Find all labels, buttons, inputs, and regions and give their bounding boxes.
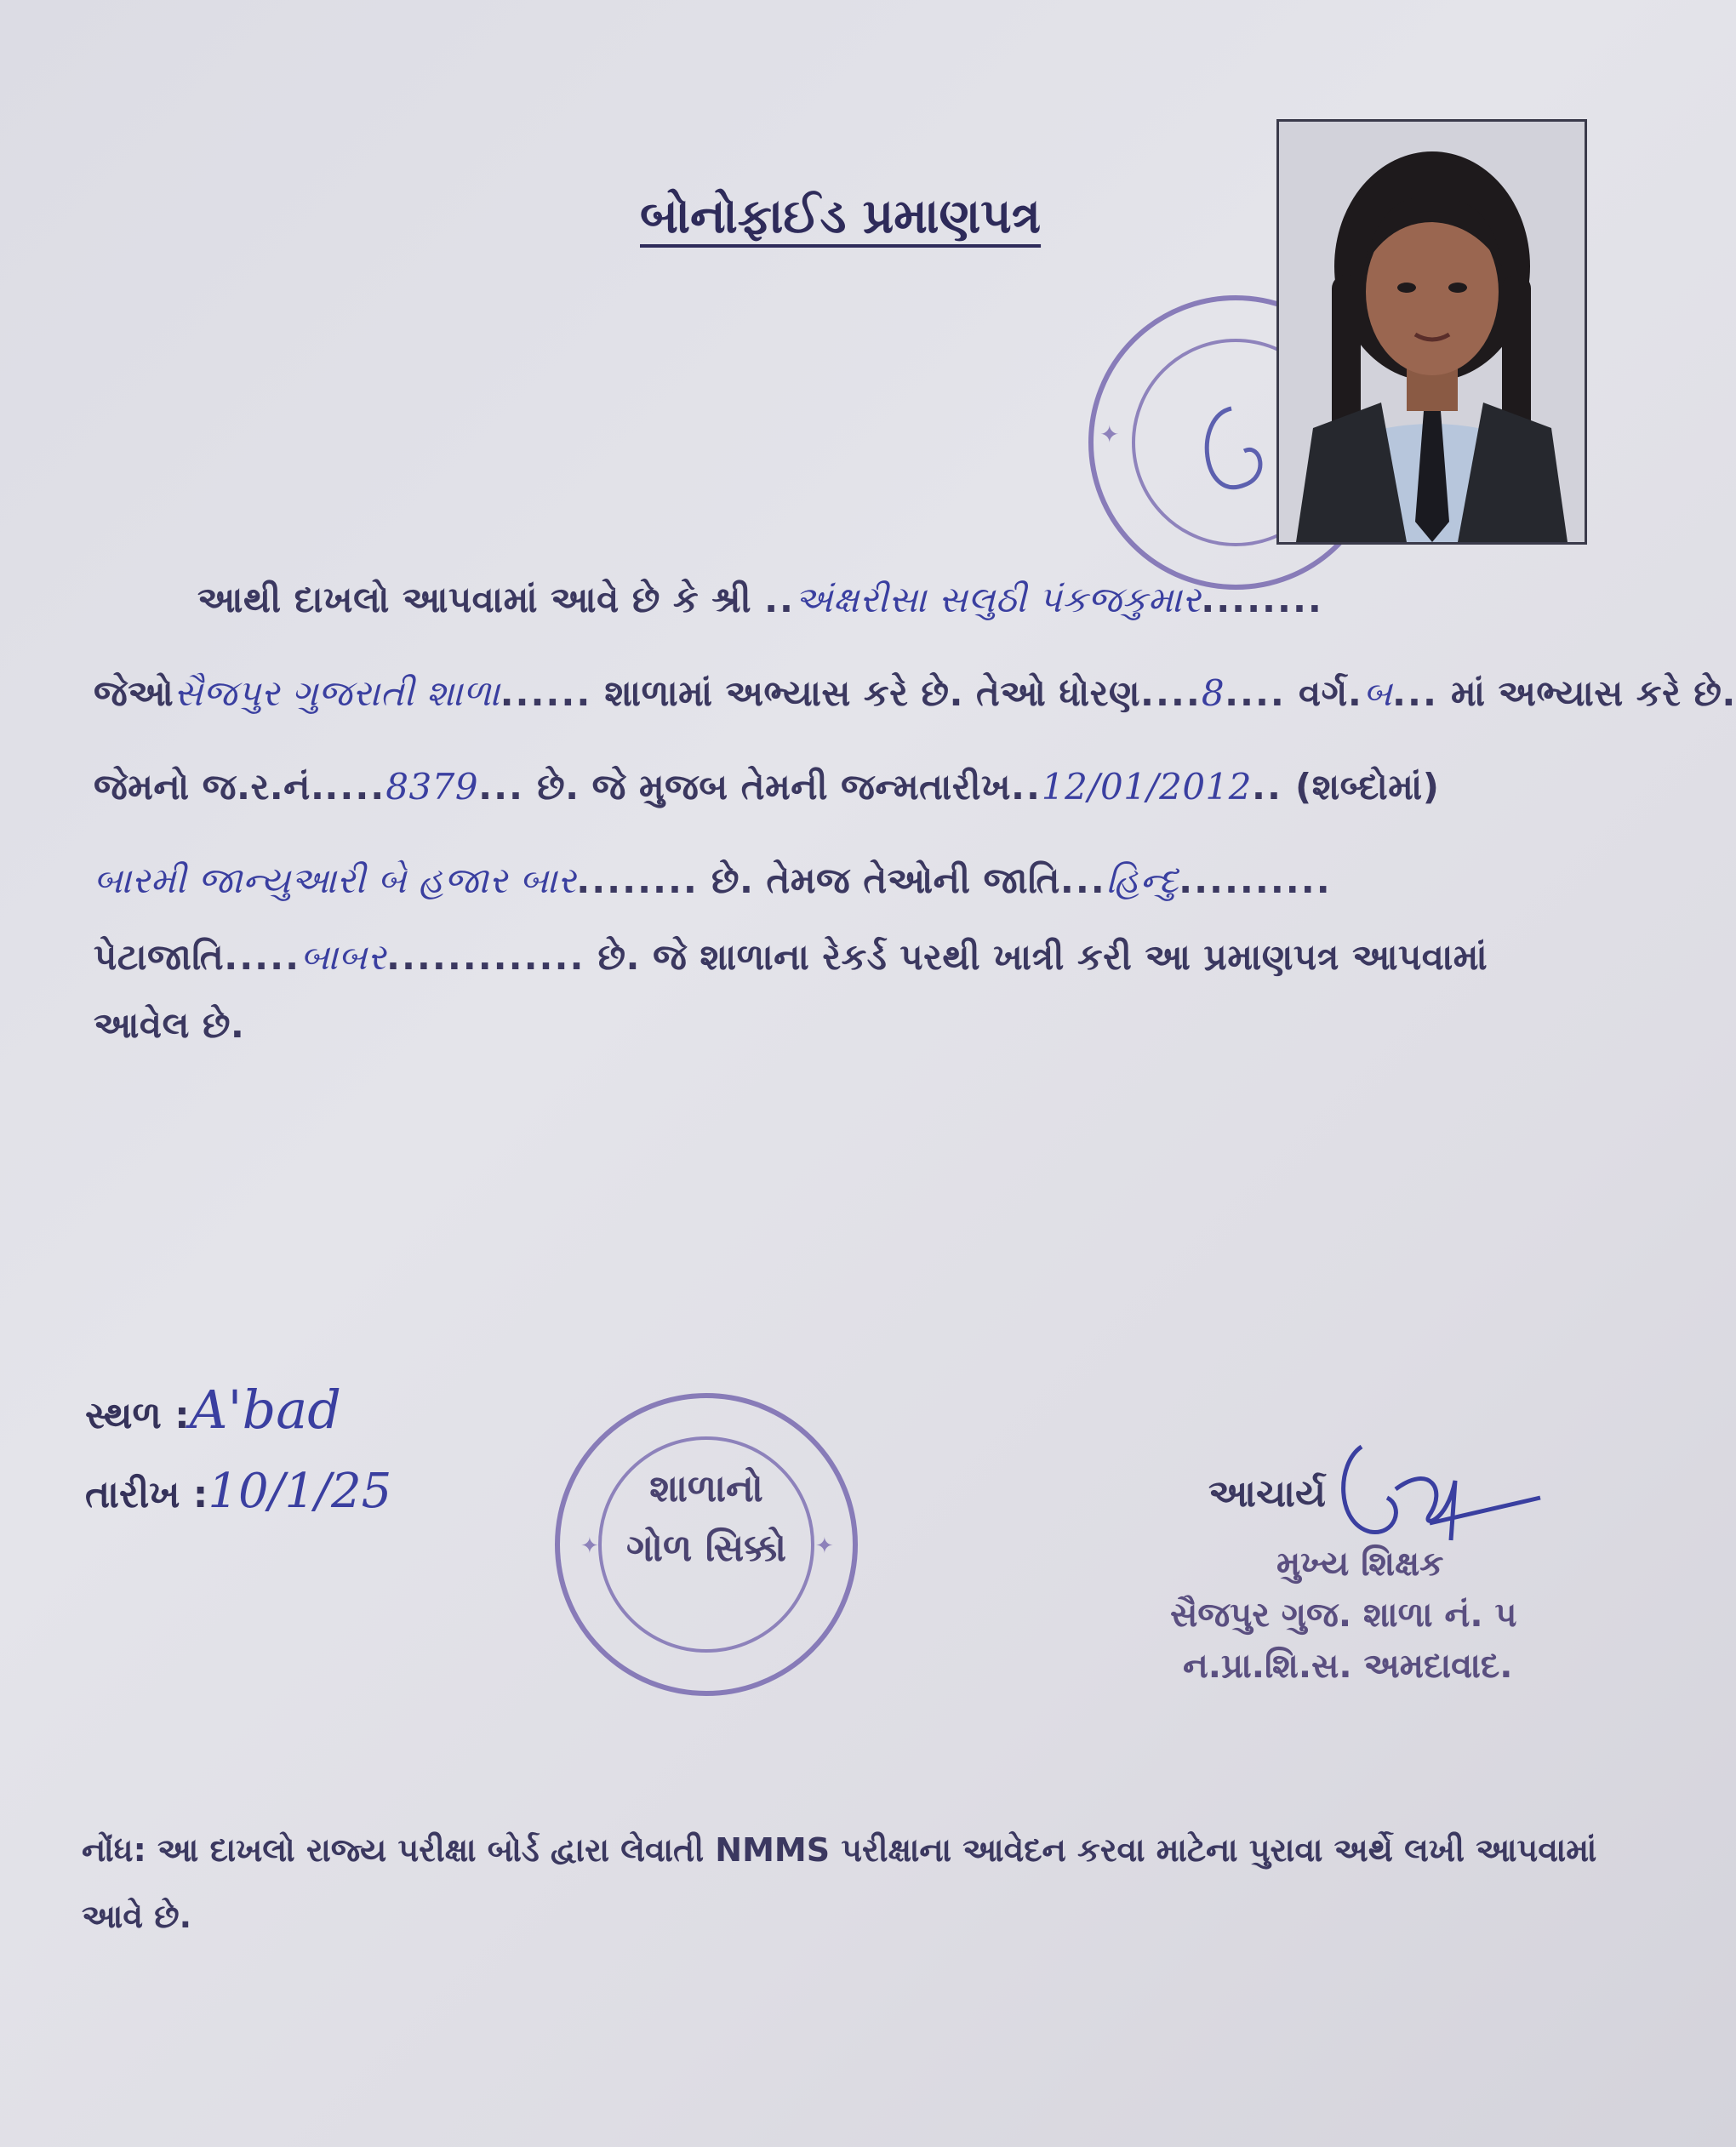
student-name: અંક્ષરીસા સલુઠી પંકજકુમાર <box>795 579 1202 620</box>
signature-title: મુખ્ય શિક્ષક <box>1276 1545 1444 1584</box>
text-intro: આથી દાખલો આપવામાં આવે છે કે શ્રી <box>197 579 751 620</box>
standard-value: 8 <box>1201 672 1225 714</box>
signature-school: સૈજપુર ગુજ. શાળા નં. પ <box>1170 1596 1517 1635</box>
signature-role: આચાર્ય <box>1208 1472 1326 1516</box>
birth-date-words: બારમી જાન્યુઆરી બે હજાર બાર <box>94 859 577 901</box>
certificate-title: બોનોફાઈડ પ્રમાણપત્ર <box>640 189 1042 244</box>
signature-org: ન.પ્રા.શિ.સ. અમદાવાદ. <box>1183 1647 1513 1686</box>
date-row <box>85 1464 391 1519</box>
place-label: સ્થળ : <box>85 1394 190 1437</box>
birth-date: 12/01/2012 <box>1041 766 1252 808</box>
gr-number: 8379 <box>385 766 479 808</box>
text-gr-label: જેમનો જ.ર.નં. <box>94 766 325 808</box>
text-in-words: (શબ્દોમાં) <box>1295 766 1440 808</box>
body-line-6: આવેલ છે. <box>94 1004 245 1046</box>
text-jeo: જેઓ <box>94 672 174 714</box>
text-dob-label: છે. જે મુજબ તેમની જન્મતારીખ <box>537 766 1011 808</box>
text-studying-suffix: માં અભ્યાસ કરે છે. <box>1451 672 1736 714</box>
school-name: સૈજપુર ગુજરાતી શાળા <box>174 672 500 714</box>
date-value: 10/1/25 <box>208 1464 392 1519</box>
body-line-3: જેમનો જ.ર.નં.....8379... છે. જે મુજબ તેમની જન્મતારીખ..12/01/2012.. (શબ્દોમાં) <box>94 766 1440 808</box>
text-verification: છે. જે શાળાના રેકર્ડ પરથી ખાત્રી કરી આ પ્રમાણપત્ર આપવામાં <box>597 936 1488 978</box>
svg-text:✦: ✦ <box>815 1533 834 1559</box>
place-value: A'bad <box>189 1379 341 1441</box>
seal-text: શાળાનો ગોળ સિક્કો <box>625 1467 787 1570</box>
place-row <box>85 1379 341 1441</box>
text-studying: શાળામાં અભ્યાસ કરે છે. તેઓ ધોરણ <box>604 672 1140 714</box>
division-value: બ <box>1362 672 1393 714</box>
principal-signature <box>1328 1430 1549 1549</box>
date-label: તારીખ : <box>85 1473 208 1516</box>
body-line-4: બારમી જાન્યુઆરી બે હજાર બાર........ છે. તેમજ તેઓની જાતિ...હિન્દુ.......... <box>94 859 1332 901</box>
seal-center <box>545 1383 868 1706</box>
text-division-label: વર્ગ <box>1299 672 1348 714</box>
text-subcaste-label: પેટાજાતિ <box>94 936 225 978</box>
svg-text:✦: ✦ <box>580 1533 599 1559</box>
caste-value: હિન્દુ <box>1105 859 1179 901</box>
body-line-1: આથી દાખલો આપવામાં આવે છે કે શ્રી ..અંક્ષરીસા સલુઠી પંકજકુમાર........ <box>197 579 1323 620</box>
subcaste-value: બાબર <box>300 936 386 978</box>
body-line-2: જેઓસૈજપુર ગુજરાતી શાળા...... શાળામાં અભ્યાસ કરે છે. તેઓ ધોરણ....8.... વર્ગ.બ... માં અભ્યાસ કરે છે. <box>94 672 1736 714</box>
body-line-5: પેટાજાતિ.....બાબર............. છે. જે શાળાના રેકર્ડ પરથી ખાત્રી કરી આ પ્રમાણપત્ર આપવામાં <box>94 936 1488 978</box>
student-photo <box>1276 119 1587 545</box>
svg-text:✦: ✦ <box>1099 420 1120 448</box>
text-caste-label: છે. તેમજ તેઓની જાતિ <box>711 859 1060 901</box>
footer-note: નોંધ: આ દાખલો રાજ્ય પરીક્ષા બોર્ડ દ્વારા લેવાતી NMMS પરીક્ષાના આવેદન કરવા માટેના પુરાવા અર્થે લખી આપવામાં આવે છે. <box>82 1831 1597 1935</box>
